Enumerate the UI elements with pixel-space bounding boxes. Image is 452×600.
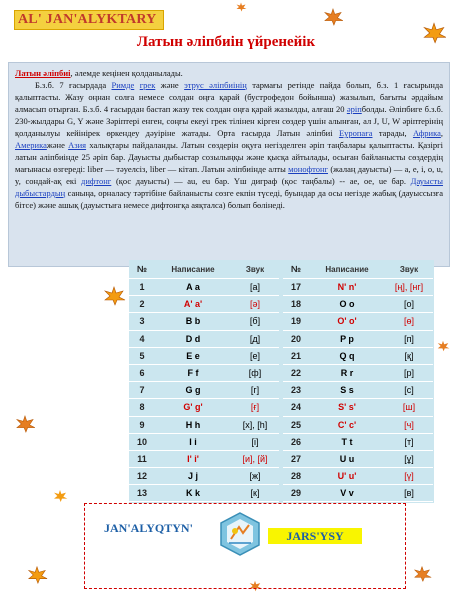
autumn-leaf-icon bbox=[52, 489, 68, 503]
row-letter: Q q bbox=[339, 350, 355, 361]
text-run: болды. Әліпбиге б.з.б. 230-жылдары G, Y және Зәріптері енген, соңғы екеуі грек тілінен кірген сөздер үшін алынған, ал J, U, W әріптерінің қолданылуы кейінірек өркендеу дәуіріне жатады. Орта ғасырда Латын әліпбиі bbox=[15, 104, 443, 138]
article-paragraph bbox=[15, 79, 443, 211]
row-letter: P p bbox=[340, 333, 354, 344]
table-row bbox=[283, 434, 433, 451]
text-run: (қос дауысты) — au, eu бар. Үш диграф (қос таңбалы) -- ae, oe, ue бар. bbox=[111, 176, 411, 186]
row-letter: A' a' bbox=[183, 299, 203, 310]
link-rome[interactable]: Римде bbox=[111, 80, 135, 90]
text-run: халықтары пайдаланды. Латын сөздерін оқуға негізделген әріп таңбалары қалыптасты. Қазіргі латын әліпбиінде 25 әріп бар. Дауысты дыбыстар созылыңқы және қысқа айтылады, осыған байланысты сөздердің мағынасы өзгереді: liber — тәуелсіз, liber — кітап. Латын әліпбиінде алты bbox=[15, 140, 443, 174]
row-sound: [қ] bbox=[404, 350, 414, 361]
row-number: 28 bbox=[290, 471, 301, 482]
table-row bbox=[283, 382, 433, 399]
row-sound: [a] bbox=[249, 282, 260, 293]
row-sound: [ұ] bbox=[404, 453, 414, 464]
text-run: , bbox=[440, 128, 443, 138]
row-sound: [ң], [нг] bbox=[394, 282, 424, 293]
row-number: 26 bbox=[290, 436, 301, 447]
row-sound: [ш] bbox=[402, 402, 416, 413]
row-number: 29 bbox=[290, 488, 301, 499]
row-letter: J j bbox=[187, 471, 198, 482]
footer-label-news: JAN'ALYQTYN' bbox=[104, 521, 193, 535]
table-row bbox=[129, 399, 279, 416]
row-sound: [ә] bbox=[249, 299, 260, 310]
table-row bbox=[129, 279, 279, 296]
table-header bbox=[283, 260, 433, 279]
row-sound: [р] bbox=[403, 368, 414, 379]
link-vowels[interactable]: Дауысты дыбыстардың bbox=[15, 176, 443, 198]
row-number: 19 bbox=[290, 316, 301, 327]
table-row bbox=[129, 417, 279, 434]
education-emblem-icon bbox=[217, 511, 263, 557]
row-letter: G' g' bbox=[183, 402, 203, 413]
row-sound: [ф] bbox=[248, 368, 262, 379]
row-sound: [и], [й] bbox=[242, 453, 268, 464]
row-letter: U' u' bbox=[337, 471, 357, 482]
row-number: 12 bbox=[136, 471, 147, 482]
text-run: тарады, bbox=[372, 128, 413, 138]
row-number: 25 bbox=[290, 419, 301, 430]
row-letter: F f bbox=[187, 368, 199, 379]
row-sound: [і] bbox=[251, 436, 259, 447]
row-number: 18 bbox=[290, 299, 301, 310]
row-letter: K k bbox=[185, 488, 200, 499]
row-sound: [д] bbox=[249, 333, 261, 344]
row-number: 6 bbox=[139, 368, 145, 379]
row-number: 9 bbox=[139, 419, 145, 430]
autumn-leaf-icon bbox=[14, 415, 36, 433]
header-written: Написание bbox=[171, 264, 215, 274]
table-row bbox=[129, 485, 279, 502]
row-number: 1 bbox=[139, 282, 145, 293]
autumn-leaf-icon bbox=[412, 565, 432, 583]
autumn-leaf-icon bbox=[322, 8, 344, 26]
row-sound: [ч] bbox=[404, 419, 414, 430]
text-run: және bbox=[155, 80, 185, 90]
header-written: Написание bbox=[325, 264, 369, 274]
text-run: (жалаң дауысты) — a, e, i, o, u, y, сондай-ақ екі bbox=[15, 164, 443, 186]
table-row bbox=[283, 348, 433, 365]
table-row bbox=[283, 296, 433, 313]
header-number: № bbox=[136, 264, 148, 274]
row-number: 22 bbox=[290, 368, 301, 379]
table-row bbox=[129, 331, 279, 348]
text-run: саныңа, орналасу тәртібіне байланысты сөзге екпін түседі, буындар да осы негізде жабық (дауыссызға бітсе) және ашық (дауыстыға немесе дифтонгқа аяқталса) болып бөлінеді. bbox=[15, 188, 443, 210]
link-europe[interactable]: Еуропаға bbox=[338, 128, 373, 138]
table-row bbox=[283, 365, 433, 382]
row-number: 11 bbox=[137, 453, 147, 464]
footer-label-competition: JARS'YSY bbox=[268, 528, 362, 544]
alphabet-table-left bbox=[129, 260, 279, 503]
newspaper-banner: AL' JAN'ALYKTARY bbox=[14, 10, 164, 30]
autumn-leaf-icon bbox=[102, 286, 126, 306]
row-letter: V v bbox=[340, 488, 354, 499]
header-sound: Звук bbox=[245, 264, 265, 274]
row-sound: [к] bbox=[250, 488, 260, 499]
row-letter: U u bbox=[339, 453, 355, 464]
row-letter: O' o' bbox=[337, 316, 357, 327]
table-row bbox=[283, 331, 433, 348]
page-title: Латын әліпбиін үйренейік bbox=[136, 34, 316, 50]
table-row bbox=[129, 382, 279, 399]
term-latin-alphabet: Латын әліпбиі bbox=[15, 68, 71, 78]
table-row bbox=[129, 296, 279, 313]
row-letter: T t bbox=[341, 436, 353, 447]
text-run: Б.з.б. 7 ғасырдада bbox=[35, 80, 112, 90]
row-sound: [ө] bbox=[403, 316, 414, 327]
table-row bbox=[129, 434, 279, 451]
row-letter: G g bbox=[185, 385, 201, 396]
row-letter: O o bbox=[339, 299, 355, 310]
link-africa[interactable]: Африка bbox=[412, 128, 441, 138]
row-number: 21 bbox=[290, 350, 301, 361]
row-sound: [ғ] bbox=[250, 402, 260, 413]
row-letter: N' n' bbox=[337, 282, 357, 293]
autumn-leaf-icon bbox=[436, 340, 450, 352]
row-number: 17 bbox=[290, 282, 301, 293]
row-letter: I' i' bbox=[187, 453, 199, 464]
row-sound: [ж] bbox=[249, 471, 261, 482]
row-sound: [п] bbox=[404, 333, 414, 344]
row-letter: D d bbox=[185, 333, 201, 344]
row-number: 27 bbox=[290, 453, 301, 464]
row-number: 23 bbox=[290, 385, 301, 396]
row-sound: [т] bbox=[404, 436, 414, 447]
row-number: 24 bbox=[290, 402, 301, 413]
row-sound: [е] bbox=[249, 350, 260, 361]
alphabet-table-right bbox=[283, 260, 433, 503]
row-sound: [х], [h] bbox=[242, 419, 268, 430]
text-run: және bbox=[46, 140, 69, 150]
row-letter: I i bbox=[189, 436, 197, 447]
table-row bbox=[129, 451, 279, 468]
alphabet-table bbox=[129, 260, 434, 503]
header-sound: Звук bbox=[399, 264, 419, 274]
row-number: 10 bbox=[136, 436, 147, 447]
row-number: 20 bbox=[290, 333, 301, 344]
autumn-leaf-icon bbox=[235, 2, 247, 12]
link-etruscan-alphabet[interactable]: этрус әліпбиінің bbox=[184, 80, 247, 90]
row-letter: H h bbox=[185, 419, 201, 430]
autumn-leaf-icon bbox=[26, 565, 48, 585]
table-row bbox=[129, 313, 279, 330]
article-intro bbox=[15, 67, 443, 79]
row-letter: S' s' bbox=[338, 402, 356, 413]
table-row bbox=[283, 451, 433, 468]
row-number: 7 bbox=[139, 385, 145, 396]
table-row bbox=[283, 417, 433, 434]
row-sound: [б] bbox=[249, 316, 261, 327]
table-header bbox=[129, 260, 279, 279]
row-letter: B b bbox=[185, 316, 201, 327]
link-monophthong[interactable]: монофтонг bbox=[288, 164, 328, 174]
table-row bbox=[283, 468, 433, 485]
text-run: тармағы ретінде пайда болып, б.з. 1 ғасырында қалыптасты. Жазу оңнан солға немесе солдан оңға қарай (бустрофедон бойынша) жазылып, бағыты әрдайым алмасып отырған. Б.з.б. 4 ғасырдан бастап жазу тек солдан оңға қарай жазылды, алғаш 20 bbox=[15, 80, 444, 114]
table-row bbox=[283, 279, 433, 296]
row-number: 2 bbox=[139, 299, 145, 310]
table-row bbox=[129, 468, 279, 485]
table-row bbox=[283, 485, 433, 502]
row-letter: A a bbox=[186, 282, 200, 293]
article-body bbox=[8, 62, 450, 267]
intro-text: , әлемде кеңінен қолданылады. bbox=[70, 68, 183, 78]
link-greek[interactable]: грек bbox=[139, 80, 156, 90]
row-letter: S s bbox=[340, 385, 354, 396]
link-asia[interactable]: Азия bbox=[68, 140, 87, 150]
row-letter: C' c' bbox=[337, 419, 357, 430]
row-number: 13 bbox=[136, 488, 147, 499]
row-sound: [в] bbox=[404, 488, 414, 499]
link-diphthong[interactable]: дифтонг bbox=[81, 176, 112, 186]
row-number: 4 bbox=[139, 333, 145, 344]
table-row bbox=[129, 348, 279, 365]
link-america[interactable]: Америка bbox=[15, 140, 47, 150]
row-sound: [с] bbox=[404, 385, 414, 396]
row-number: 8 bbox=[139, 402, 145, 413]
row-number: 5 bbox=[139, 350, 145, 361]
row-letter: R r bbox=[340, 368, 354, 379]
link-letter[interactable]: әріп bbox=[346, 104, 362, 114]
table-row bbox=[283, 399, 433, 416]
table-row bbox=[129, 365, 279, 382]
row-sound: [о] bbox=[403, 299, 414, 310]
row-sound: [г] bbox=[250, 385, 260, 396]
table-row bbox=[283, 313, 433, 330]
row-number: 3 bbox=[139, 316, 145, 327]
row-letter: E e bbox=[186, 350, 200, 361]
header-number: № bbox=[290, 264, 302, 274]
row-sound: [ү] bbox=[404, 471, 414, 482]
